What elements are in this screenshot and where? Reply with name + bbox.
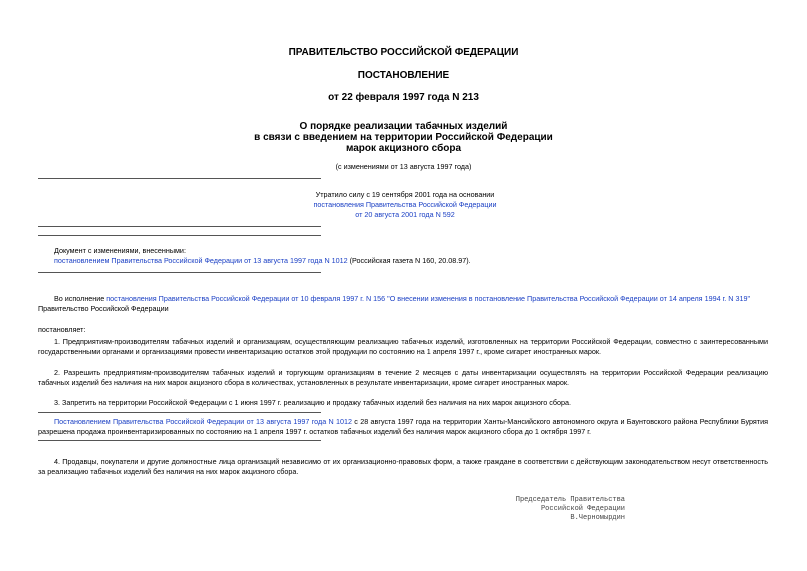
title-line-1: О порядке реализации табачных изделий [299, 121, 508, 132]
issuer-heading: ПРАВИТЕЛЬСТВО РОССИЙСКОЙ ФЕДЕРАЦИИ [288, 47, 519, 58]
divider [38, 226, 321, 227]
item-1-paragraph: 1. Предприятиям-производителям табачных изделий и организациям, осуществляющим реализацию табачных изделий, изготовленных на территории Российской Федерации, совместно с заинтересованными государственными органами и организациями провести инвентаризацию остатков этой продукции по состоянию на 1 апреля 1997 г., кроме сигарет иностранных марок. [38, 337, 768, 356]
lost-force-link-line-1[interactable]: постановления Правительства Российской Федерации [313, 200, 497, 209]
divider [38, 272, 321, 273]
title-line-3: марок акцизного сбора [345, 143, 462, 154]
title-line-2: в связи с введением на территории Российской Федерации [254, 132, 553, 143]
changes-link[interactable]: постановлением Правительства Российской Федерации от 13 августа 1997 года N 1012 [54, 256, 348, 265]
lost-force-link-line-2[interactable]: от 20 августа 2001 года N 592 [355, 210, 455, 219]
decides-text: постановляет: [38, 325, 86, 334]
preamble-tail: Правительство Российской Федерации [38, 303, 169, 313]
divider [38, 178, 321, 179]
preamble-lead: Во исполнение [54, 294, 107, 303]
document-type-heading: ПОСТАНОВЛЕНИЕ [357, 70, 450, 81]
item-3-note-link[interactable]: Постановлением Правительства Российской Федерации от 13 августа 1997 года N 1012 [54, 417, 352, 426]
lost-force-text: Утратило силу с 19 сентября 2001 года на основании [315, 190, 495, 199]
preamble-paragraph [38, 294, 768, 313]
changes-source: (Российская газета N 160, 20.08.97). [347, 256, 471, 265]
divider [38, 235, 321, 236]
date-number-heading: от 22 февраля 1997 года N 213 [328, 92, 479, 103]
signature-organization: Российской Федерации [540, 505, 625, 513]
item-2-paragraph: 2. Разрешить предприятиям-производителям табачных изделий и торгующим организациям в течение 2 месяцев с даты инвентаризации осуществлять на территории Российской Федерации реализацию табачных изделий без наличия на них марок акцизного сбора в количествах, установленных в результате инвентаризации, кроме сигарет иностранных марок. [38, 368, 768, 387]
changes-intro: Документ с изменениями, внесенными: [54, 246, 186, 255]
item-4-paragraph: 4. Продавцы, покупатели и другие должностные лица организаций независимо от их организационно-правовых форм, а также граждане в соответствии с действующим законодательством несут ответственность за реализацию табачных изделий без наличия на них марок акцизного сбора. [38, 457, 768, 476]
divider [38, 412, 321, 413]
item-3-paragraph: 3. Запретить на территории Российской Федерации с 1 июня 1997 г. реализацию и продажу табачных изделий без наличия на них марок акцизного сбора. [54, 398, 571, 407]
changes-note [54, 256, 774, 265]
signature-name: В.Черномырдин [570, 514, 625, 522]
amendments-note: (с изменениями от 13 августа 1997 года) [335, 162, 472, 171]
signature-position: Председатель Правительства [515, 496, 625, 504]
item-3-note-paragraph [38, 417, 768, 436]
preamble-link[interactable]: постановления Правительства Российской Федерации от 10 февраля 1997 г. N 156 "О внесении изменения в постановление Правительства Российской Федерации от 14 апреля 1994 г. N 319" [106, 294, 751, 303]
divider [38, 440, 321, 441]
item-3-note-text: с 28 августа 1997 года на территории Ханты-Мансийского автономного округа и Баунтовского района Республики Бурятия разрешена продажа проинвентаризированных по состоянию на 1 апреля 1997 г. остатков табачных изделий без наличия марок акцизного сбора до 1 октября 1997 г. [38, 417, 768, 436]
